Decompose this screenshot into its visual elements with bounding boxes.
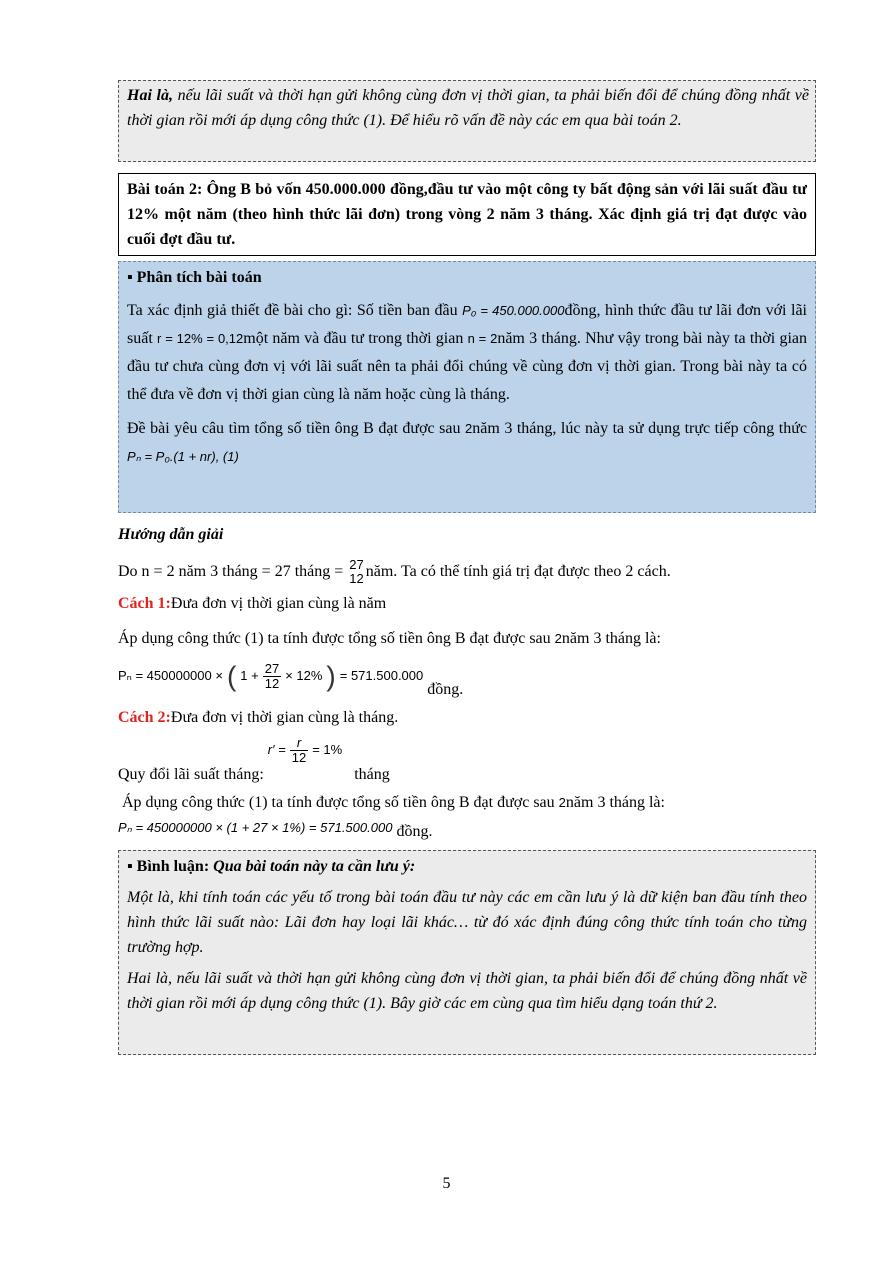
analysis-paragraph-2: Đề bài yêu câu tìm tổng số tiền ông B đạt được sau 2năm 3 tháng, lúc này ta sử dụng trực tiếp công thức Pₙ = P₀.(1 + nr), (1) bbox=[127, 420, 808, 464]
comment-title: ▪ Bình luận: Qua bài toán này ta cần lưu ý: bbox=[127, 858, 416, 875]
comment-box bbox=[118, 850, 816, 1055]
comment-paragraph-2: Hai là, nếu lãi suất và thời hạn gửi không cùng đơn vị thời gian, ta phải biến đổi để chúng đồng nhất về thời gian rồi mới áp dụng công thức (1). Bây giờ các em cùng qua tìm hiểu dạng toán thứ 2. bbox=[127, 970, 807, 1012]
unit-dong: đồng. bbox=[427, 681, 464, 698]
method-2-apply: Áp dụng công thức (1) ta tính được tổng số tiền ông B đạt được sau 2năm 3 tháng là: bbox=[122, 794, 665, 811]
method-1-heading: Cách 1:Đưa đơn vị thời gian cùng là năm bbox=[118, 595, 387, 612]
guide-line-1: Do n = 2 năm 3 tháng = 27 tháng = 27 12 năm. Ta có thể tính giá trị đạt được theo 2 cách. bbox=[118, 557, 671, 587]
paren-open: ( bbox=[226, 660, 237, 692]
method-1-apply: Áp dụng công thức (1) ta tính được tổng số tiền ông B đạt được sau 2năm 3 tháng là: bbox=[118, 630, 661, 647]
comment-paragraph-1: Một là, khi tính toán các yếu tố trong bài toán đầu tư này các em cần lưu ý là dữ kiện ban đầu tính theo hình thức lãi suất nào: Lãi đơn hay loại lãi khác… từ đó xác định đúng công thức tính toán cho từng trường hợp. bbox=[127, 889, 807, 956]
method-2-formula: Pₙ = 450000000 × (1 + 27 × 1%) = 571.500.000 đồng. bbox=[118, 820, 433, 840]
method-1-formula: Pₙ = 450000000 × ( 1 + $\frac{27}{12}$ × 12% ) = 571.500.000 đồng. bbox=[118, 660, 464, 698]
top-note-lead: Hai là, bbox=[127, 87, 173, 104]
top-note-text: Hai là, nếu lãi suất và thời hạn gửi không cùng đơn vị thời gian, ta phải biến đổi để chúng đồng nhất về thời gian rồi mới áp dụng công thức (1). Để hiểu rõ vấn đề này các em qua bài toán 2. bbox=[127, 87, 809, 129]
formula-r: r = 12% = 0,12 bbox=[157, 331, 244, 346]
formula-p0: P₀ = 450.000.000 bbox=[462, 303, 565, 318]
bullet-icon: ▪ bbox=[127, 269, 133, 286]
analysis-title: ▪ Phân tích bài toán bbox=[127, 269, 262, 286]
formula-n: n = 2 bbox=[467, 331, 498, 346]
formula-simple-interest: Pₙ = P₀.(1 + nr), (1) bbox=[127, 449, 239, 464]
method-2-heading: Cách 2:Đưa đơn vị thời gian cùng là tháng. bbox=[118, 709, 399, 726]
formula-left: Pₙ = 450000000 × bbox=[118, 668, 223, 683]
guide-title: Hướng dẫn giải bbox=[118, 526, 224, 543]
fraction-r-12: $\frac{r}{12}$ bbox=[291, 735, 307, 765]
fraction-27-12: $\frac{27}{12}$ bbox=[264, 660, 280, 691]
paren-close: ) bbox=[326, 660, 336, 692]
problem-box bbox=[118, 173, 816, 256]
analysis-box bbox=[118, 261, 816, 513]
analysis-paragraph-1: Ta xác định giả thiết đề bài cho gì: Số tiền ban đầu P₀ = 450.000.000đồng, hình thức đầu tư lãi đơn với lãi suất r = 12% = 0,12một năm và đầu tư trong thời gian n = 2năm 3 tháng. Như vậy trong bài này ta thời gian đầu tư chưa cùng đơn vị với lãi suất nên ta phải đổi chúng về cùng đơn vị thời gian. Trong bài này ta có thể đưa về đơn vị thời gian cùng là năm hoặc cùng là tháng. bbox=[127, 302, 808, 403]
page-content bbox=[118, 80, 816, 1055]
bullet-icon: ▪ bbox=[127, 858, 133, 875]
page-number: 5 bbox=[442, 1175, 451, 1192]
top-note-box bbox=[118, 80, 816, 162]
fraction-27-12: 27 12 bbox=[349, 557, 364, 587]
problem-statement: Bài toán 2: Ông B bỏ vốn 450.000.000 đồng,đầu tư vào một công ty bất động sản với lãi suất đầu tư 12% một năm (theo hình thức lãi đơn) trong vòng 2 năm 3 tháng. Xác định giá trị đạt được vào cuối đợt đầu tư. bbox=[127, 181, 807, 248]
rate-conversion: Quy đổi lãi suất tháng: r′ = $\frac{r}{12}$ = 1% tháng bbox=[118, 735, 390, 784]
